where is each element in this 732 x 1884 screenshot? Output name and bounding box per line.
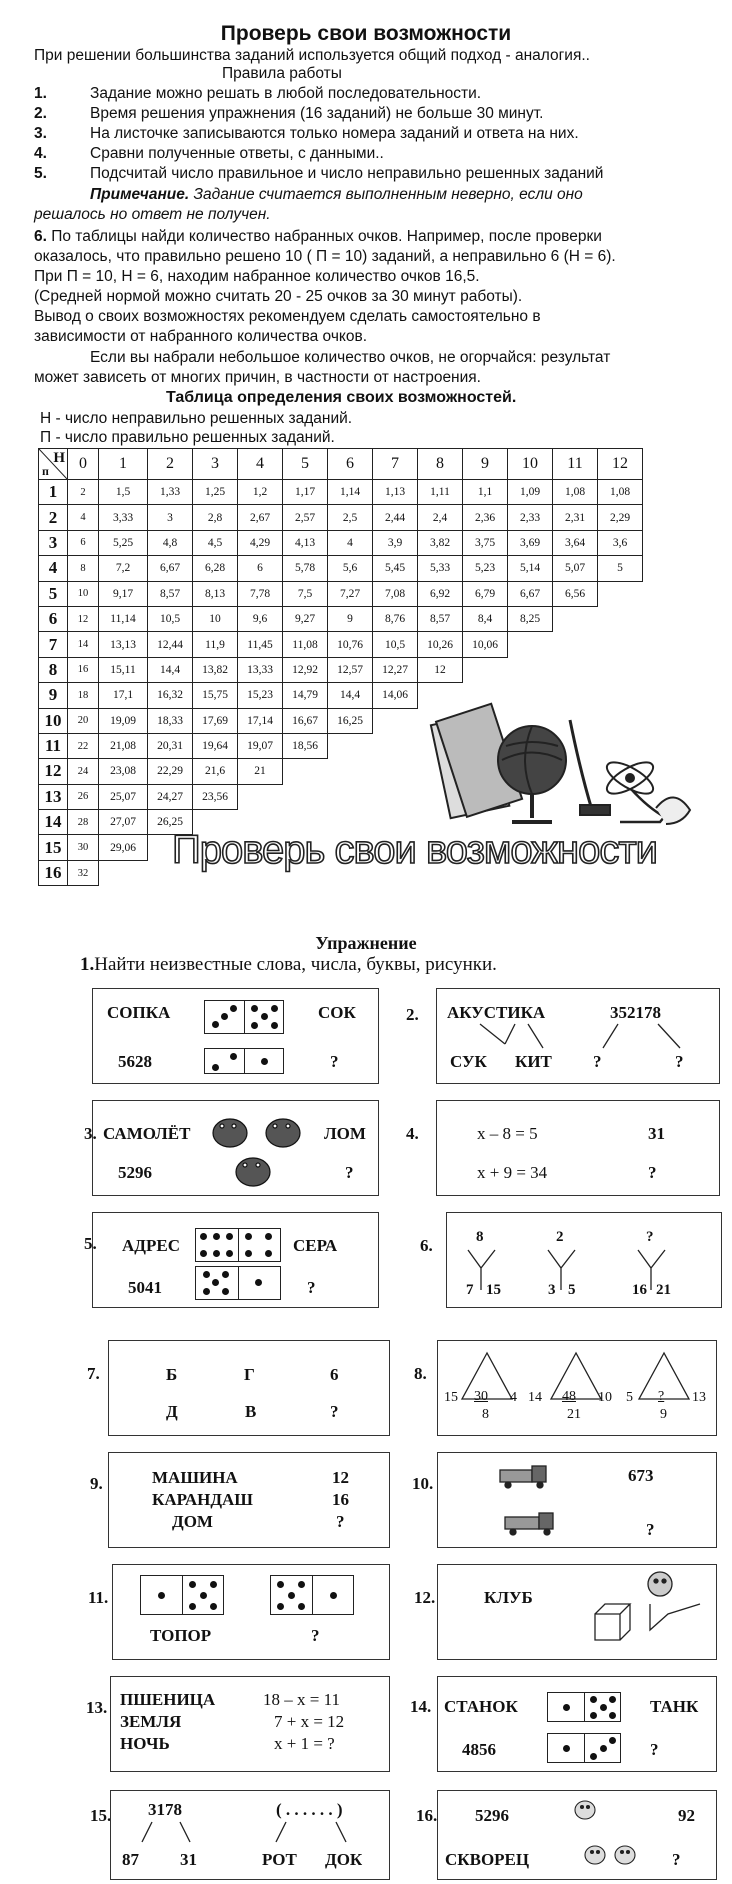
tri-value: 8 bbox=[482, 1407, 489, 1422]
score-cell: 13,33 bbox=[238, 657, 283, 682]
task-3-word-1: САМОЛЁТ bbox=[103, 1124, 191, 1143]
score-cell: 18,56 bbox=[283, 733, 328, 758]
score-cell: 18,33 bbox=[148, 708, 193, 733]
fork-value: 3 bbox=[548, 1282, 556, 1298]
rule-6-line-5: Вывод о своих возможностях рекомендуем сделать самостоятельно в bbox=[34, 308, 541, 325]
score-cell: 12 bbox=[68, 606, 99, 631]
score-cell: 5,6 bbox=[328, 556, 373, 581]
corner-p-label: п bbox=[42, 464, 49, 478]
score-cell: 6 bbox=[68, 530, 99, 555]
score-cell: 4,29 bbox=[238, 530, 283, 555]
task-16-value: 92 bbox=[678, 1806, 695, 1825]
row-header: 3 bbox=[39, 530, 68, 555]
column-header: 9 bbox=[463, 449, 508, 480]
score-cell: 2,4 bbox=[418, 505, 463, 530]
fork-value: 16 bbox=[632, 1282, 647, 1298]
score-cell: 5,23 bbox=[463, 556, 508, 581]
fork-value: 7 bbox=[466, 1282, 474, 1298]
task-6-num: 6. bbox=[420, 1236, 433, 1255]
rule-num: 5. bbox=[34, 165, 47, 182]
column-header: 6 bbox=[328, 449, 373, 480]
score-cell: 2 bbox=[68, 480, 99, 505]
rule-text: Сравни полученные ответы, с данными.. bbox=[90, 145, 384, 162]
row-header: 1 bbox=[39, 480, 68, 505]
score-cell: 21,6 bbox=[193, 759, 238, 784]
task-4-number: 31 bbox=[648, 1124, 665, 1143]
score-cell: 2,29 bbox=[598, 505, 643, 530]
tri-value: ? bbox=[658, 1389, 665, 1404]
score-cell: 12,27 bbox=[373, 657, 418, 682]
score-cell: 30 bbox=[68, 835, 99, 860]
task-3-number: 5296 bbox=[118, 1163, 152, 1182]
score-cell: 4 bbox=[328, 530, 373, 555]
task-12-word: КЛУБ bbox=[484, 1588, 533, 1607]
score-cell: 21 bbox=[238, 759, 283, 784]
h-legend: Н - число неправильно решенных заданий. bbox=[40, 410, 353, 427]
score-cell: 14,79 bbox=[283, 683, 328, 708]
score-cell: 2,57 bbox=[283, 505, 328, 530]
score-cell: 6,28 bbox=[193, 556, 238, 581]
score-cell: 2,67 bbox=[238, 505, 283, 530]
task-1-question: ? bbox=[330, 1052, 339, 1071]
task-1-number: 5628 bbox=[118, 1052, 152, 1071]
score-cell: 6,67 bbox=[508, 581, 553, 606]
task-2-number: 352178 bbox=[610, 1003, 661, 1022]
score-cell: 22 bbox=[68, 733, 99, 758]
tri-value: 30 bbox=[474, 1389, 488, 1404]
score-cell: 13,82 bbox=[193, 657, 238, 682]
task-2-word-3: КИТ bbox=[515, 1052, 552, 1071]
score-cell: 5,25 bbox=[99, 530, 148, 555]
tri-value: 9 bbox=[660, 1407, 667, 1422]
score-cell: 13,13 bbox=[99, 632, 148, 657]
score-cell: 5,33 bbox=[418, 556, 463, 581]
task-13-eq-2: 7 + х = 12 bbox=[274, 1712, 345, 1731]
score-cell: 2,5 bbox=[328, 505, 373, 530]
task-3-word-2: ЛОМ bbox=[324, 1124, 366, 1143]
score-cell: 1,11 bbox=[418, 480, 463, 505]
task-15-num: 15. bbox=[90, 1806, 112, 1825]
task-4-num: 4. bbox=[406, 1124, 419, 1143]
task-16-word: СКВОРЕЦ bbox=[445, 1850, 530, 1869]
score-cell: 19,07 bbox=[238, 733, 283, 758]
tri-value: 48 bbox=[562, 1389, 576, 1404]
rule-6-line-4: (Средней нормой можно считать 20 - 25 очков за 30 минут работы). bbox=[34, 288, 523, 305]
score-cell: 10,5 bbox=[148, 606, 193, 631]
score-cell: 10,5 bbox=[373, 632, 418, 657]
score-cell: 5 bbox=[598, 556, 643, 581]
tri-value: 4 bbox=[510, 1390, 517, 1405]
score-cell: 11,9 bbox=[193, 632, 238, 657]
rule-6-line-3: При П = 10, Н = 6, находим набранное количество очков 16,5. bbox=[34, 268, 480, 285]
score-cell: 8,57 bbox=[418, 606, 463, 631]
fork-value: ? bbox=[646, 1229, 654, 1245]
score-cell: 12,44 bbox=[148, 632, 193, 657]
score-cell: 16,67 bbox=[283, 708, 328, 733]
score-cell: 9,27 bbox=[283, 606, 328, 631]
rule-6-line-6: зависимости от набранного количества очков. bbox=[34, 328, 368, 345]
score-cell: 17,14 bbox=[238, 708, 283, 733]
task-9-num: 9. bbox=[90, 1474, 103, 1493]
score-cell: 8,13 bbox=[193, 581, 238, 606]
score-cell: 22,29 bbox=[148, 759, 193, 784]
task-16-number: 5296 bbox=[475, 1806, 509, 1825]
task-7-letter: Б bbox=[166, 1365, 178, 1384]
score-cell: 9,6 bbox=[238, 606, 283, 631]
row-header: 16 bbox=[39, 860, 68, 885]
task-13-word-3: НОЧЬ bbox=[120, 1734, 170, 1753]
tri-value: 10 bbox=[598, 1390, 612, 1405]
score-cell: 7,2 bbox=[99, 556, 148, 581]
score-cell: 6,56 bbox=[553, 581, 598, 606]
score-cell: 16,32 bbox=[148, 683, 193, 708]
score-cell: 8,4 bbox=[463, 606, 508, 631]
score-cell: 5,78 bbox=[283, 556, 328, 581]
score-cell: 2,8 bbox=[193, 505, 238, 530]
score-cell: 2,44 bbox=[373, 505, 418, 530]
score-cell: 11,45 bbox=[238, 632, 283, 657]
task-7-letter: Д bbox=[166, 1402, 178, 1421]
column-header: 7 bbox=[373, 449, 418, 480]
task-15-number: 3178 bbox=[148, 1800, 182, 1819]
task-1-word-2: СОК bbox=[318, 1003, 356, 1022]
task-10-number: 673 bbox=[628, 1466, 654, 1485]
task-10-num: 10. bbox=[412, 1474, 434, 1493]
score-cell: 21,08 bbox=[99, 733, 148, 758]
score-cell: 19,64 bbox=[193, 733, 238, 758]
score-cell: 1,13 bbox=[373, 480, 418, 505]
task-num: 1. bbox=[80, 954, 95, 975]
score-cell: 20,31 bbox=[148, 733, 193, 758]
exercise-heading: Упражнение bbox=[315, 933, 417, 953]
column-header: 3 bbox=[193, 449, 238, 480]
score-cell: 8,76 bbox=[373, 606, 418, 631]
task-5-question: ? bbox=[307, 1278, 316, 1297]
score-cell: 7,08 bbox=[373, 581, 418, 606]
task-7-question: ? bbox=[330, 1402, 339, 1421]
rule-num: 6. bbox=[34, 228, 47, 245]
task-14-word-2: ТАНК bbox=[650, 1697, 699, 1716]
task-7-value: 6 bbox=[330, 1365, 339, 1384]
rule-num: 1. bbox=[34, 85, 47, 102]
task-9-word-3: ДОМ bbox=[172, 1512, 213, 1531]
column-header: 5 bbox=[283, 449, 328, 480]
score-cell: 5,45 bbox=[373, 556, 418, 581]
rule-text: Время решения упражнения (16 заданий) не больше 30 минут. bbox=[90, 105, 544, 122]
fork-value: 15 bbox=[486, 1282, 501, 1298]
task-14-question: ? bbox=[650, 1740, 659, 1759]
score-cell: 1,17 bbox=[283, 480, 328, 505]
score-cell: 1,33 bbox=[148, 480, 193, 505]
task-3-num: 3. bbox=[84, 1124, 97, 1143]
score-cell: 10 bbox=[68, 581, 99, 606]
score-cell: 1,08 bbox=[598, 480, 643, 505]
task-9-question: ? bbox=[336, 1512, 345, 1531]
task-15-dots: ( . . . . . . ) bbox=[276, 1800, 343, 1819]
score-cell: 20 bbox=[68, 708, 99, 733]
score-cell: 4 bbox=[68, 505, 99, 530]
fork-value: 8 bbox=[476, 1229, 484, 1245]
score-cell: 3,33 bbox=[99, 505, 148, 530]
score-cell: 14,06 bbox=[373, 683, 418, 708]
task-7-num: 7. bbox=[87, 1364, 100, 1383]
tri-value: 21 bbox=[567, 1407, 581, 1422]
score-cell: 32 bbox=[68, 860, 99, 885]
column-header: 11 bbox=[553, 449, 598, 480]
row-header: 10 bbox=[39, 708, 68, 733]
task-14-number: 4856 bbox=[462, 1740, 496, 1759]
task-7-letter: В bbox=[245, 1402, 257, 1421]
row-header: 2 bbox=[39, 505, 68, 530]
tri-value: 15 bbox=[444, 1390, 458, 1405]
column-header: 2 bbox=[148, 449, 193, 480]
task-1-word-1: СОПКА bbox=[107, 1003, 171, 1022]
row-header: 14 bbox=[39, 810, 68, 835]
score-cell: 15,23 bbox=[238, 683, 283, 708]
score-cell: 7,27 bbox=[328, 581, 373, 606]
intro-text: При решении большинства заданий используется общий подход - аналогия.. bbox=[34, 47, 590, 64]
task-2-word-2: СУК bbox=[450, 1052, 487, 1071]
task-5-number: 5041 bbox=[128, 1278, 162, 1297]
task-15-value-2: 31 bbox=[180, 1850, 197, 1869]
row-header: 6 bbox=[39, 606, 68, 631]
task-13-word-2: ЗЕМЛЯ bbox=[120, 1712, 182, 1731]
score-cell: 3,6 bbox=[598, 530, 643, 555]
score-cell: 10,06 bbox=[463, 632, 508, 657]
task-14-word-1: СТАНОК bbox=[444, 1697, 518, 1716]
score-cell: 7,78 bbox=[238, 581, 283, 606]
score-cell: 3 bbox=[148, 505, 193, 530]
table-title: Таблица определения своих возможностей. bbox=[166, 389, 517, 406]
score-cell: 11,14 bbox=[99, 606, 148, 631]
row-header: 5 bbox=[39, 581, 68, 606]
score-cell: 10,26 bbox=[418, 632, 463, 657]
score-cell: 2,31 bbox=[553, 505, 598, 530]
task-5-num: 5. bbox=[84, 1234, 97, 1253]
score-cell: 25,07 bbox=[99, 784, 148, 809]
rule-num: 2. bbox=[34, 105, 47, 122]
score-cell: 29,06 bbox=[99, 835, 148, 860]
score-cell: 24 bbox=[68, 759, 99, 784]
score-cell: 16 bbox=[68, 657, 99, 682]
row-header: 13 bbox=[39, 784, 68, 809]
score-cell: 12,57 bbox=[328, 657, 373, 682]
score-cell: 1,08 bbox=[553, 480, 598, 505]
task-15-word-1: РОТ bbox=[262, 1850, 297, 1869]
score-cell: 26,25 bbox=[148, 810, 193, 835]
score-cell: 1,5 bbox=[99, 480, 148, 505]
score-cell: 4,8 bbox=[148, 530, 193, 555]
watermark-title: Проверь свои возможности bbox=[172, 828, 657, 872]
task-2-question-1: ? bbox=[593, 1052, 602, 1071]
task-13-eq-3: х + 1 = ? bbox=[274, 1734, 335, 1753]
rule-6-line-7: Если вы набрали небольшое количество очков, не огорчайся: результат bbox=[90, 349, 611, 366]
column-header: 10 bbox=[508, 449, 553, 480]
task-2-question-2: ? bbox=[675, 1052, 684, 1071]
task-11-num: 11. bbox=[88, 1588, 109, 1607]
task-5-word-2: СЕРА bbox=[293, 1236, 338, 1255]
row-header: 7 bbox=[39, 632, 68, 657]
task-13-eq-1: 18 – х = 11 bbox=[263, 1690, 340, 1709]
score-cell: 5,07 bbox=[553, 556, 598, 581]
score-cell: 1,1 bbox=[463, 480, 508, 505]
page-title: Проверь свои возможности bbox=[220, 22, 512, 45]
score-cell: 9 bbox=[328, 606, 373, 631]
task-11-word: ТОПОР bbox=[150, 1626, 212, 1645]
score-cell: 28 bbox=[68, 810, 99, 835]
note-text: Задание считается выполненным неверно, если оно bbox=[189, 186, 583, 203]
score-cell: 6 bbox=[238, 556, 283, 581]
tri-value: 5 bbox=[626, 1390, 633, 1405]
rule-text: Подсчитай число правильное и число неправильно решенных заданий bbox=[90, 165, 604, 182]
score-cell: 7,5 bbox=[283, 581, 328, 606]
rule-6-line-2: оказалось, что правильно решено 10 ( П = 10) заданий, а неправильно 6 (Н = 6). bbox=[34, 248, 616, 265]
task-text: Найти неизвестные слова, числа, буквы, рисунки. bbox=[94, 954, 497, 975]
task-2-num: 2. bbox=[406, 1005, 419, 1024]
task-12-num: 12. bbox=[414, 1588, 436, 1607]
score-cell: 18 bbox=[68, 683, 99, 708]
rule-text: Задание можно решать в любой последовательности. bbox=[90, 85, 482, 102]
task-7-letter: Г bbox=[244, 1365, 255, 1384]
score-cell: 27,07 bbox=[99, 810, 148, 835]
task-10-question: ? bbox=[646, 1520, 655, 1539]
task-9-word-1: МАШИНА bbox=[152, 1468, 238, 1487]
score-cell: 4,13 bbox=[283, 530, 328, 555]
score-cell: 14 bbox=[68, 632, 99, 657]
task-16-num: 16. bbox=[416, 1806, 438, 1825]
row-header: 8 bbox=[39, 657, 68, 682]
score-cell: 17,1 bbox=[99, 683, 148, 708]
score-cell: 3,9 bbox=[373, 530, 418, 555]
row-header: 15 bbox=[39, 835, 68, 860]
task-16-question: ? bbox=[672, 1850, 681, 1869]
row-header: 9 bbox=[39, 683, 68, 708]
score-cell: 16,25 bbox=[328, 708, 373, 733]
task-4-eq-1: х – 8 = 5 bbox=[477, 1124, 538, 1143]
column-header: 1 bbox=[99, 449, 148, 480]
score-cell: 24,27 bbox=[148, 784, 193, 809]
score-cell: 3,69 bbox=[508, 530, 553, 555]
note-label: Примечание. bbox=[90, 186, 190, 203]
row-header: 11 bbox=[39, 733, 68, 758]
rules-title: Правила работы bbox=[222, 65, 342, 82]
row-header: 12 bbox=[39, 759, 68, 784]
column-header: 8 bbox=[418, 449, 463, 480]
score-cell: 19,09 bbox=[99, 708, 148, 733]
score-cell: 6,79 bbox=[463, 581, 508, 606]
score-cell: 5,14 bbox=[508, 556, 553, 581]
task-15-value-1: 87 bbox=[122, 1850, 139, 1869]
score-cell: 10 bbox=[193, 606, 238, 631]
fork-value: 2 bbox=[556, 1229, 564, 1245]
task-3-question: ? bbox=[345, 1163, 354, 1182]
task-14-num: 14. bbox=[410, 1697, 432, 1716]
tri-value: 13 bbox=[692, 1390, 706, 1405]
score-cell: 15,75 bbox=[193, 683, 238, 708]
task-8-num: 8. bbox=[414, 1364, 427, 1383]
task-13-num: 13. bbox=[86, 1698, 108, 1717]
rule-text: По таблицы найди количество набранных очков. Например, после проверки bbox=[46, 228, 602, 245]
score-cell: 2,36 bbox=[463, 505, 508, 530]
task-9-value-1: 12 bbox=[332, 1468, 349, 1487]
tri-value: 14 bbox=[528, 1390, 542, 1405]
score-cell: 11,08 bbox=[283, 632, 328, 657]
score-cell: 6,67 bbox=[148, 556, 193, 581]
task-5-word-1: АДРЕС bbox=[122, 1236, 180, 1255]
score-cell: 3,82 bbox=[418, 530, 463, 555]
p-legend: П - число правильно решенных заданий. bbox=[40, 429, 335, 446]
score-cell: 2,33 bbox=[508, 505, 553, 530]
score-cell: 15,11 bbox=[99, 657, 148, 682]
column-header: 4 bbox=[238, 449, 283, 480]
task-9-value-2: 16 bbox=[332, 1490, 349, 1509]
score-cell: 10,76 bbox=[328, 632, 373, 657]
score-cell: 26 bbox=[68, 784, 99, 809]
column-header: 12 bbox=[598, 449, 643, 480]
rule-num: 3. bbox=[34, 125, 47, 142]
score-cell: 1,14 bbox=[328, 480, 373, 505]
score-cell: 23,56 bbox=[193, 784, 238, 809]
task-4-eq-2: х + 9 = 34 bbox=[477, 1163, 548, 1182]
score-cell: 1,09 bbox=[508, 480, 553, 505]
note-line-2: решалось но ответ не получен. bbox=[34, 206, 271, 223]
row-header: 4 bbox=[39, 556, 68, 581]
score-cell: 12,92 bbox=[283, 657, 328, 682]
score-cell: 14,4 bbox=[148, 657, 193, 682]
fork-value: 5 bbox=[568, 1282, 576, 1298]
score-cell: 3,64 bbox=[553, 530, 598, 555]
rule-text: На листочке записываются только номера заданий и ответа на них. bbox=[90, 125, 579, 142]
score-cell: 4,5 bbox=[193, 530, 238, 555]
column-header: 0 bbox=[68, 449, 99, 480]
rule-num: 4. bbox=[34, 145, 47, 162]
score-cell: 3,75 bbox=[463, 530, 508, 555]
score-cell: 1,2 bbox=[238, 480, 283, 505]
score-cell: 8,25 bbox=[508, 606, 553, 631]
corner-h-label: Н bbox=[53, 450, 65, 466]
task-13-word-1: ПШЕНИЦА bbox=[120, 1690, 216, 1709]
score-cell: 1,25 bbox=[193, 480, 238, 505]
score-cell: 23,08 bbox=[99, 759, 148, 784]
task-11-question: ? bbox=[311, 1626, 320, 1645]
task-4-question: ? bbox=[648, 1163, 657, 1182]
task-2-word: АКУСТИКА bbox=[447, 1003, 546, 1022]
rule-6-line-8: может зависеть от многих причин, в частности от настроения. bbox=[34, 369, 481, 386]
score-cell: 9,17 bbox=[99, 581, 148, 606]
score-cell: 12 bbox=[418, 657, 463, 682]
task-9-word-2: КАРАНДАШ bbox=[152, 1490, 253, 1509]
score-cell: 8,57 bbox=[148, 581, 193, 606]
score-cell: 17,69 bbox=[193, 708, 238, 733]
score-cell: 6,92 bbox=[418, 581, 463, 606]
task-15-word-2: ДОК bbox=[325, 1850, 363, 1869]
score-cell: 14,4 bbox=[328, 683, 373, 708]
score-cell: 8 bbox=[68, 556, 99, 581]
fork-value: 21 bbox=[656, 1282, 671, 1298]
